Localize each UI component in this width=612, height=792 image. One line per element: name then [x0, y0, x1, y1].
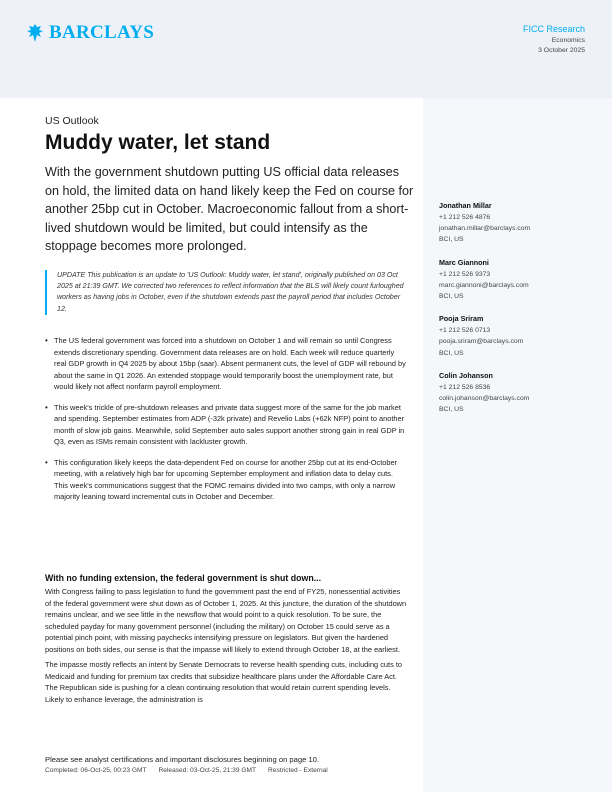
analyst-name: Jonathan Millar: [439, 201, 492, 210]
key-point: • The US federal government was forced into a shutdown on October 1 and will remain so until Congress extends discretionary spending. Government data releases are on hold. Each week will reduce quarterly real GDP growth in Q4 2025 by about 15bp (saar). Absent permanent cuts, the level of GDP will rebound by about the same in Q1 2026. An extended stoppage would temporarily boost the unemployment rate, but would likely not affect nonfarm payroll employment.: [45, 335, 407, 393]
analyst-phone: +1 212 526 9373: [439, 270, 491, 278]
body-paragraph: The impasse mostly reflects an intent by Senate Democrats to reverse health spending cuts, including cuts to Medicaid and funding for premium tax credits that subsidize healthcare plans under the Affordable Care Act. The Republican side is pushing for a clean continuing resolution that would retain current spending levels. Likely to enhance leverage, the administration is: [45, 660, 402, 704]
classification-label: Restricted - External: [268, 767, 328, 774]
update-note: UPDATE This publication is an update to 'US Outlook: Muddy water, let stand', originally published on 03 Oct 2025 at 21:39 GMT. We corrected two references to reflect information that the BLS will likely count furloughed workers as having jobs in October, even if the shutdown extends past the payroll period that includes October 12.: [45, 270, 407, 315]
key-point: • This configuration likely keeps the data-dependent Fed on course for another 25bp cut at its end-October meeting, with a relatively high bar for upcoming September employment and inflation data to delay cuts. This week's communications suggest that the FOMC remains divided into two camps, with only a narrow majority leaning toward incremental cuts in October and December.: [45, 457, 407, 503]
section-heading: With no funding extension, the federal government is shut down...: [45, 573, 322, 583]
analyst-email[interactable]: jonathan.millar@barclays.com: [439, 225, 531, 233]
analyst-email[interactable]: colin.johanson@barclays.com: [439, 395, 530, 403]
analyst-name: Pooja Sriram: [439, 314, 484, 324]
analyst-entity: BCI, US: [439, 293, 464, 301]
released-timestamp: Released: 03-Oct-25, 21:39 GMT: [158, 767, 257, 774]
analyst-card: [439, 201, 599, 246]
analyst-card: [439, 258, 599, 303]
analyst-entity: BCI, US: [439, 349, 464, 357]
report-title: Muddy water, let stand: [45, 131, 271, 154]
key-point: • This week's trickle of pre-shutdown releases and private data suggest more of the same for the job market and spending. September estimates from ADP (-32k private) and Revelio Labs (+62k NFP) point to another month of slow job gains. Meanwhile, solid September auto sales support another strong gain in real GDP in Q3, even as ISMs remain consistent with lackluster growth.: [45, 402, 407, 448]
body-paragraph: With Congress failing to pass legislation to fund the government past the end of FY25, nonessential activities of the federal government were shut down as of October 1, 2025. At this juncture, the duration of the shutdown remains unclear, and we see little in the newsflow that would point to a quick resolution. To be sure, the scheduled payday for many government personnel (including the military) on October 15 could serve as a potential pinch point, with missing paychecks intensifying pressure on legislators. But given the hardened positions on both sides, our sense is that the impasse will likely to extend through October 18, at the earliest.: [45, 587, 407, 654]
eagle-logo-icon: [26, 23, 44, 43]
research-series: FICC Research: [522, 24, 585, 34]
analyst-phone: +1 212 526 4876: [439, 214, 491, 221]
footer-meta: [45, 767, 328, 774]
analyst-entity: BCI, US: [439, 406, 464, 414]
analyst-email[interactable]: pooja.sriram@barclays.com: [439, 338, 524, 346]
header-band: [0, 0, 612, 98]
analyst-phone: +1 212 526 0713: [439, 327, 491, 335]
brand-name: BARCLAYS: [49, 22, 155, 43]
completed-timestamp: Completed: 06-Oct-25, 00:23 GMT: [45, 767, 147, 774]
analyst-name: Marc Giannoni: [439, 257, 489, 267]
key-points-list: [45, 335, 407, 512]
report-kicker: US Outlook: [45, 115, 99, 127]
disclosure-note: Please see analyst certifications and important disclosures beginning on page 10.: [45, 755, 319, 764]
header-meta: [523, 24, 585, 54]
analyst-card: [439, 371, 599, 416]
analyst-email[interactable]: marc.giannoni@barclays.com: [439, 281, 529, 289]
report-lead: With the government shutdown putting US official data releases on hold, the limited data on hand likely keep the Fed on course for another 25bp cut in October. Macroeconomic fallout from a short-lived shutdown would be limited, but could intensify as the stoppage becomes more prolonged.: [45, 165, 414, 253]
publication-date: 3 October 2025: [538, 47, 585, 54]
analyst-entity: BCI, US: [439, 236, 464, 244]
research-section: Economics: [551, 37, 585, 44]
analyst-list: [439, 201, 599, 427]
barclays-logo: [26, 22, 154, 44]
analyst-name: Colin Johanson: [439, 370, 493, 380]
analyst-phone: +1 212 526 8536: [439, 383, 491, 391]
analyst-card: [439, 314, 599, 359]
